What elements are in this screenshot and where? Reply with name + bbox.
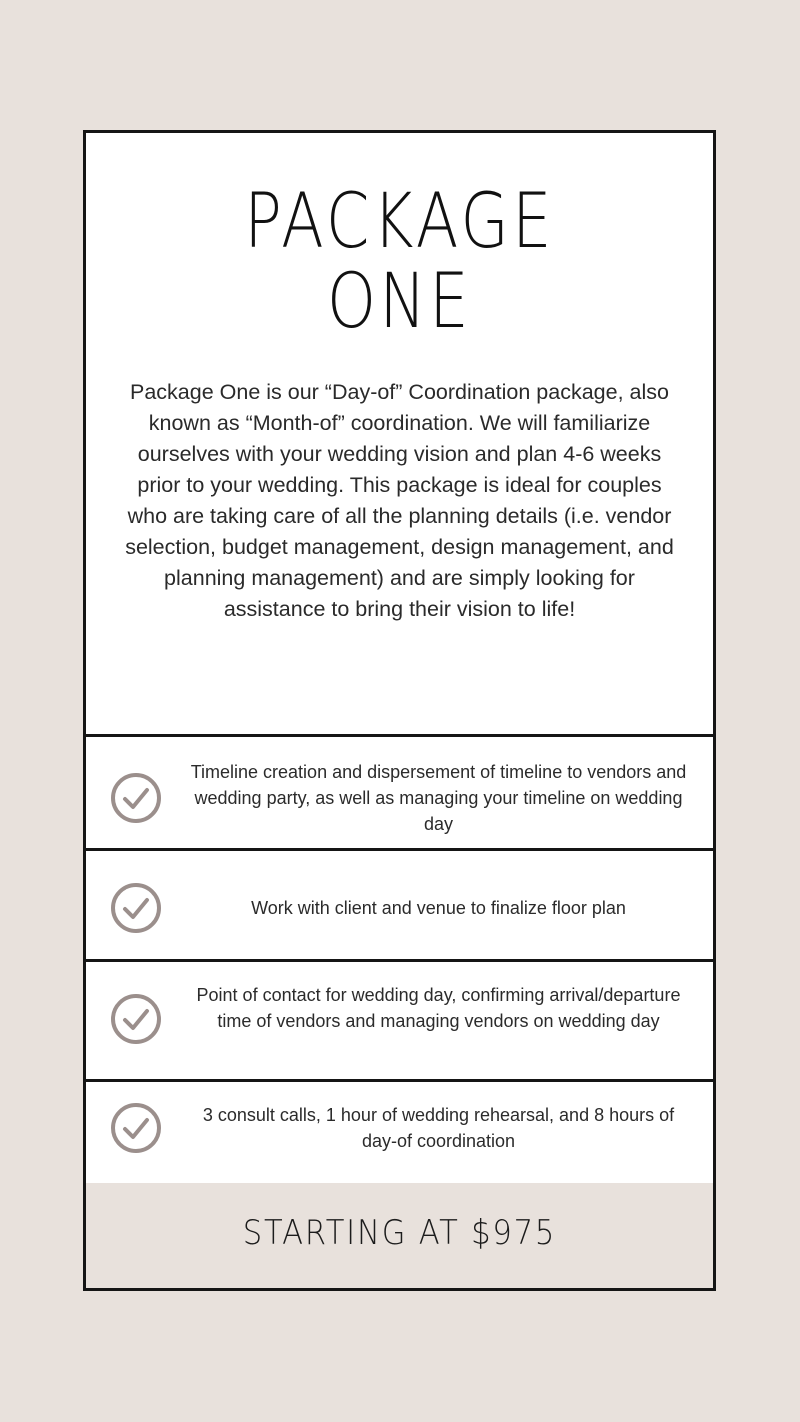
check-circle-icon <box>110 1102 162 1154</box>
package-description: Package One is our “Day-of” Coordination package, also known as “Month-of” coordination. We will familiarize ourselves with your wedding vision and plan 4-6 weeks prior to your wedding. This package is ideal for couples who are taking care of all the planning details (i.e. vendor selection, budget management, design management, and planning management) and are simply looking for assistance to bring their vision to life! <box>125 380 674 621</box>
title-line-2: ONE <box>327 256 472 345</box>
check-circle-icon <box>110 882 162 934</box>
package-card <box>83 130 716 1291</box>
package-title <box>142 176 656 345</box>
check-circle-icon <box>110 993 162 1045</box>
feature-text: Point of contact for wedding day, confirming arrival/departure time of vendors and managing vendors on wedding day <box>196 985 681 1031</box>
feature-row <box>86 848 713 959</box>
feature-text: Timeline creation and dispersement of timeline to vendors and wedding party, as well as managing your timeline on wedding day <box>190 762 687 834</box>
price-label: STARTING AT $975 <box>242 1213 557 1253</box>
check-circle-icon <box>110 772 162 824</box>
feature-text: Work with client and venue to finalize floor plan <box>251 898 626 918</box>
feature-row <box>86 959 713 1079</box>
feature-text: 3 consult calls, 1 hour of wedding rehearsal, and 8 hours of day-of coordination <box>202 1105 675 1151</box>
price-band <box>86 1183 713 1288</box>
title-line-1: PACKAGE <box>244 176 555 265</box>
feature-row <box>86 1079 713 1183</box>
feature-row <box>86 734 713 848</box>
